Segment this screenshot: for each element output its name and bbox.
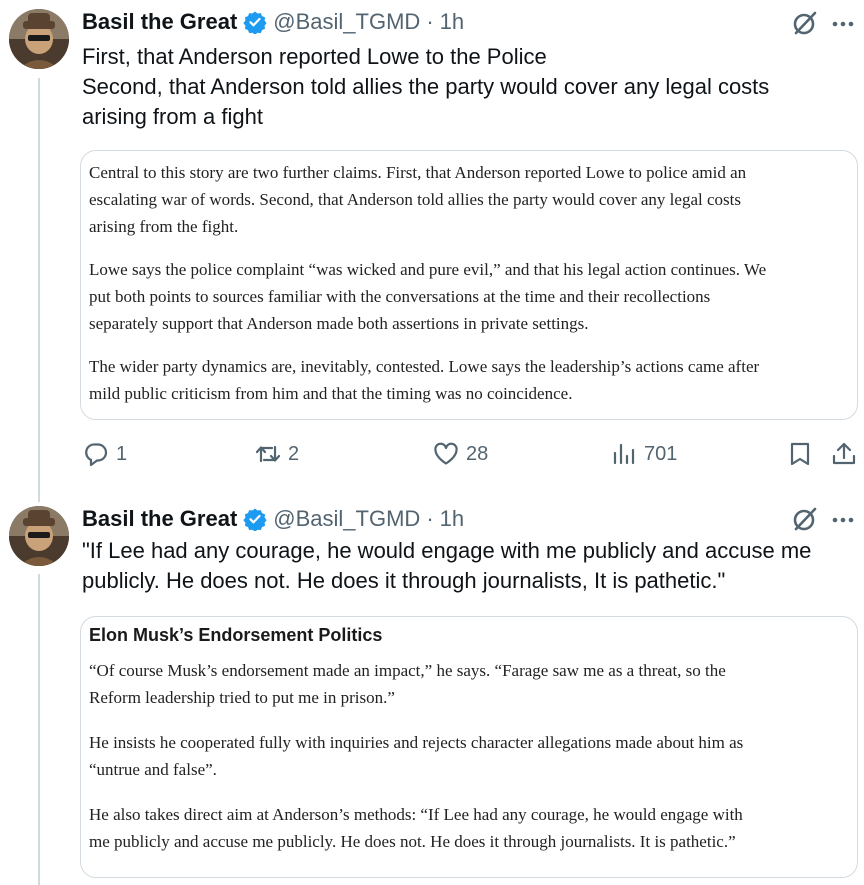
author-handle[interactable]: @Basil_TGMD xyxy=(273,9,421,34)
views-button[interactable] xyxy=(610,440,677,468)
article-line: Lowe says the police complaint “was wicked and pure evil,” and that his legal action continues. We xyxy=(89,260,767,279)
views-icon xyxy=(610,440,638,468)
author-name[interactable]: Basil the Great xyxy=(82,9,238,34)
article-line: escalating war of words. Second, that Anderson told allies the party would cover any legal costs xyxy=(89,190,741,209)
separator-dot: · xyxy=(426,506,434,531)
like-icon xyxy=(432,440,460,468)
thread-line xyxy=(38,496,40,502)
reply-count: 1 xyxy=(116,442,128,465)
article-line: me publicly and accuse me publicly. He does not. He does it through journalists. It is pathetic.” xyxy=(89,832,736,851)
reply-icon xyxy=(82,440,110,468)
avatar[interactable] xyxy=(9,9,69,69)
article-paragraph xyxy=(89,729,854,783)
author-name[interactable]: Basil the Great xyxy=(82,506,238,531)
tweet-text-line: "If Lee had any courage, he would engage with me publicly and accuse me xyxy=(82,538,812,563)
more-icon[interactable] xyxy=(830,508,856,532)
action-bar xyxy=(82,440,862,472)
tweet[interactable] xyxy=(0,496,864,885)
article-line: separately support that Anderson made both assertions in private settings. xyxy=(89,314,589,333)
share-button[interactable] xyxy=(830,440,858,468)
repost-count: 2 xyxy=(288,442,300,465)
article-paragraph xyxy=(89,801,854,855)
tweet-text-line: First, that Anderson reported Lowe to the Police xyxy=(82,44,547,69)
separator-dot: · xyxy=(426,9,434,34)
article-line: Reform leadership tried to put me in prison.” xyxy=(89,688,395,707)
tweet-header xyxy=(82,504,464,534)
avatar[interactable] xyxy=(9,506,69,566)
like-button[interactable] xyxy=(432,440,488,468)
article-line: He insists he cooperated fully with inquiries and rejects character allegations made about him as xyxy=(89,733,744,752)
tweet-text xyxy=(82,536,852,596)
repost-icon xyxy=(254,440,282,468)
tweet-text-line: arising from a fight xyxy=(82,104,263,129)
article-paragraph xyxy=(89,256,854,337)
bookmark-button[interactable] xyxy=(786,440,814,468)
tweet-header xyxy=(82,7,464,37)
tweet-text xyxy=(82,42,852,132)
like-count: 28 xyxy=(466,442,489,465)
article-paragraph xyxy=(89,353,854,407)
grok-icon[interactable] xyxy=(790,8,820,38)
quoted-article-image[interactable] xyxy=(80,150,858,420)
tweet-text-line: publicly. He does not. He does it through journalists, It is pathetic." xyxy=(82,568,726,593)
bookmark-icon xyxy=(786,440,814,468)
article-line: “untrue and false”. xyxy=(89,760,217,779)
thread-line xyxy=(38,78,40,496)
verified-badge-icon xyxy=(243,10,267,34)
verified-badge-icon xyxy=(243,507,267,531)
tweet-text-line: Second, that Anderson told allies the party would cover any legal costs xyxy=(82,74,770,99)
article-heading: Elon Musk’s Endorsement Politics xyxy=(89,625,383,645)
repost-button[interactable] xyxy=(254,440,299,468)
article-line: “Of course Musk’s endorsement made an impact,” he says. “Farage saw me as a threat, so the xyxy=(89,661,726,680)
article-paragraph xyxy=(89,159,854,240)
author-handle[interactable]: @Basil_TGMD xyxy=(273,506,421,531)
thread-line xyxy=(38,574,40,885)
article-paragraph xyxy=(89,657,854,711)
more-icon[interactable] xyxy=(830,12,856,36)
share-icon xyxy=(830,440,858,468)
article-line: Central to this story are two further claims. First, that Anderson reported Lowe to police amid an xyxy=(89,163,747,182)
timestamp[interactable]: 1h xyxy=(439,9,465,34)
reply-button[interactable] xyxy=(82,440,127,468)
article-line: The wider party dynamics are, inevitably, contested. Lowe says the leadership’s actions came after xyxy=(89,357,760,376)
view-count: 701 xyxy=(644,442,678,465)
article-line: He also takes direct aim at Anderson’s methods: “If Lee had any courage, he would engage with xyxy=(89,805,743,824)
grok-icon[interactable] xyxy=(790,504,820,534)
article-line: put both points to sources familiar with the conversations at the time and their recollections xyxy=(89,287,711,306)
quoted-article-image[interactable] xyxy=(80,616,858,878)
timestamp[interactable]: 1h xyxy=(439,506,465,531)
article-line: mild public criticism from him and that the timing was no coincidence. xyxy=(89,384,573,403)
article-line: arising from the fight. xyxy=(89,217,239,236)
